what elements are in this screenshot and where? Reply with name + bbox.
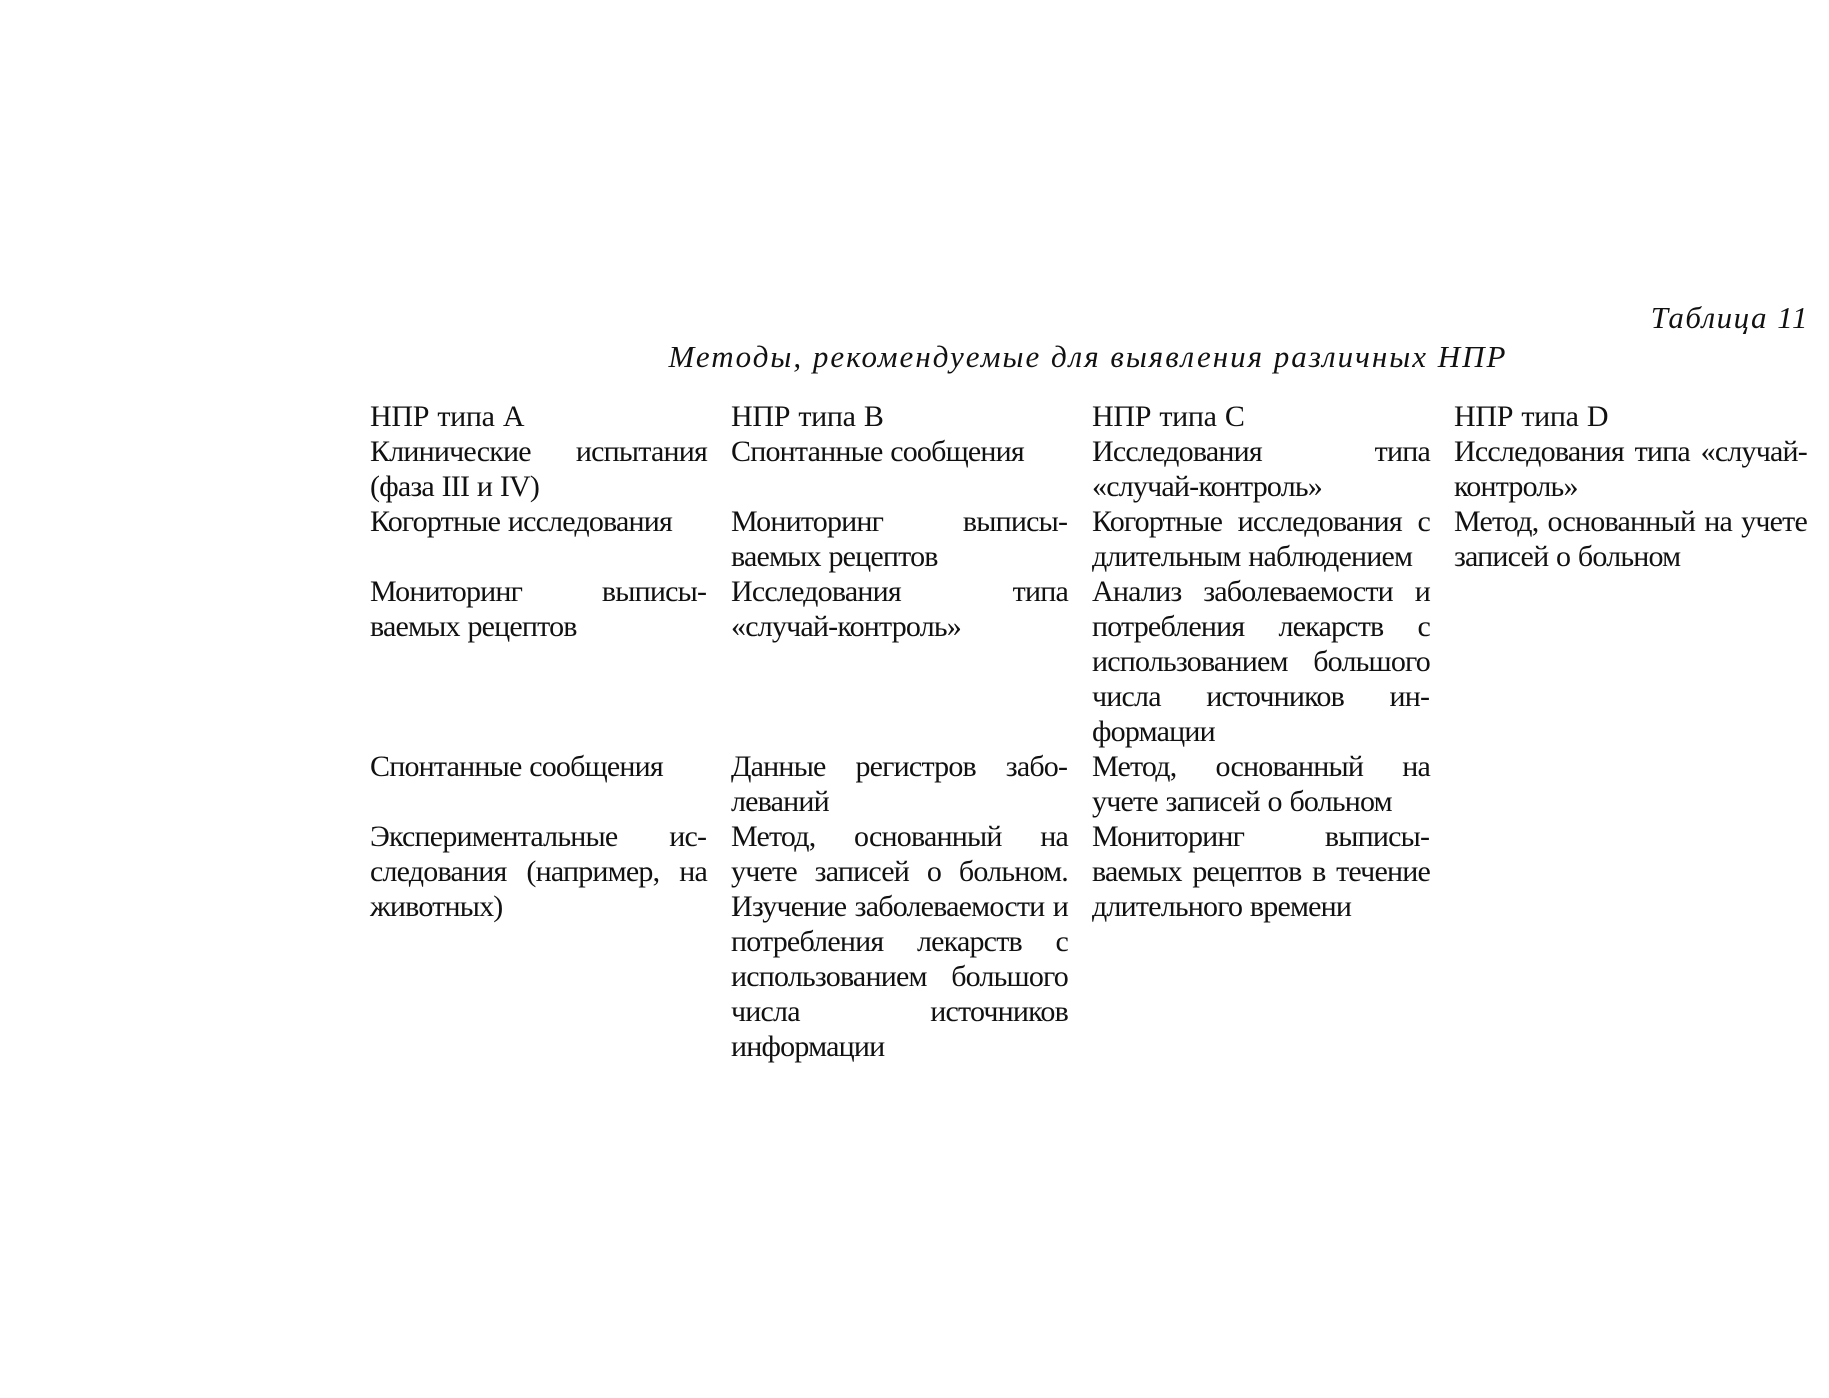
methods-table bbox=[370, 399, 1807, 1064]
header-text: НПР типа A bbox=[370, 400, 525, 433]
cell-text: Экспериментальные исследования (например, на животных) bbox=[370, 820, 707, 923]
cell-text: Метод, основанный на учете записей о больном. Изучение заболеваемости и потребления лекарств с использованием большого числа источников информации bbox=[731, 820, 1068, 1063]
table-row bbox=[370, 434, 1807, 504]
cell-text: Когортные исследования bbox=[370, 505, 673, 538]
table-cell bbox=[731, 574, 1092, 749]
table-cell bbox=[370, 504, 731, 574]
cell-text: Клинические испытания (фаза III и IV) bbox=[370, 435, 707, 503]
cell-text: Мониторинг выписываемых рецептов bbox=[731, 505, 1068, 573]
header-row bbox=[370, 399, 1807, 434]
table-cell bbox=[731, 819, 1092, 1064]
table-cell bbox=[731, 434, 1092, 504]
cell-text: Спонтанные сообщения bbox=[731, 435, 1024, 468]
cell-text: Когортные исследования с длительным наблюдением bbox=[1092, 505, 1430, 573]
table-title: Методы, рекомендуемые для выявления различных НПР bbox=[668, 339, 1508, 374]
table-cell bbox=[1454, 819, 1807, 1064]
cell-text: Метод, основанный на учете записей о больном bbox=[1454, 505, 1807, 573]
cell-text: Данные регистров заболеваний bbox=[731, 750, 1068, 818]
header-cell-type-b bbox=[731, 399, 1092, 434]
cell-text: Мониторинг выписываемых рецептов в течение длительного времени bbox=[1092, 820, 1430, 923]
header-cell-type-d bbox=[1454, 399, 1807, 434]
table-cell bbox=[370, 574, 731, 749]
header-text: НПР типа B bbox=[731, 400, 884, 433]
cell-text: Исследования типа «случай-контроль» bbox=[731, 575, 1068, 643]
table-header bbox=[370, 399, 1807, 434]
table-cell bbox=[1092, 749, 1454, 819]
table-cell bbox=[1454, 749, 1807, 819]
table-cell bbox=[1454, 434, 1807, 504]
header-cell-type-c bbox=[1092, 399, 1454, 434]
header-cell-type-a bbox=[370, 399, 731, 434]
table-row bbox=[370, 574, 1807, 749]
table-cell bbox=[370, 819, 731, 1064]
table-cell bbox=[1092, 434, 1454, 504]
table-cell bbox=[731, 504, 1092, 574]
cell-text: Исследования типа «случай-контроль» bbox=[1092, 435, 1430, 503]
cell-text: Анализ заболеваемости и потребления лекарств с использованием большого числа источников информации bbox=[1092, 575, 1430, 748]
table-row bbox=[370, 819, 1807, 1064]
table-cell bbox=[1454, 574, 1807, 749]
table-cell bbox=[731, 749, 1092, 819]
cell-text: Метод, основанный на учете записей о больном bbox=[1092, 750, 1430, 818]
table-cell bbox=[1092, 819, 1454, 1064]
table-number-label: Таблица 11 bbox=[1650, 300, 1809, 335]
cell-text: Спонтанные сообщения bbox=[370, 750, 663, 783]
table-row bbox=[370, 749, 1807, 819]
cell-text: Исследования типа «случай-контроль» bbox=[1454, 435, 1807, 503]
table-row bbox=[370, 504, 1807, 574]
table-cell bbox=[1092, 504, 1454, 574]
table-cell bbox=[1092, 574, 1454, 749]
table-cell bbox=[1454, 504, 1807, 574]
table-cell bbox=[370, 749, 731, 819]
cell-text: Мониторинг выписываемых рецептов bbox=[370, 575, 707, 643]
table-body bbox=[370, 434, 1807, 1064]
table-cell bbox=[370, 434, 731, 504]
header-text: НПР типа C bbox=[1092, 400, 1245, 433]
header-text: НПР типа D bbox=[1454, 400, 1609, 433]
